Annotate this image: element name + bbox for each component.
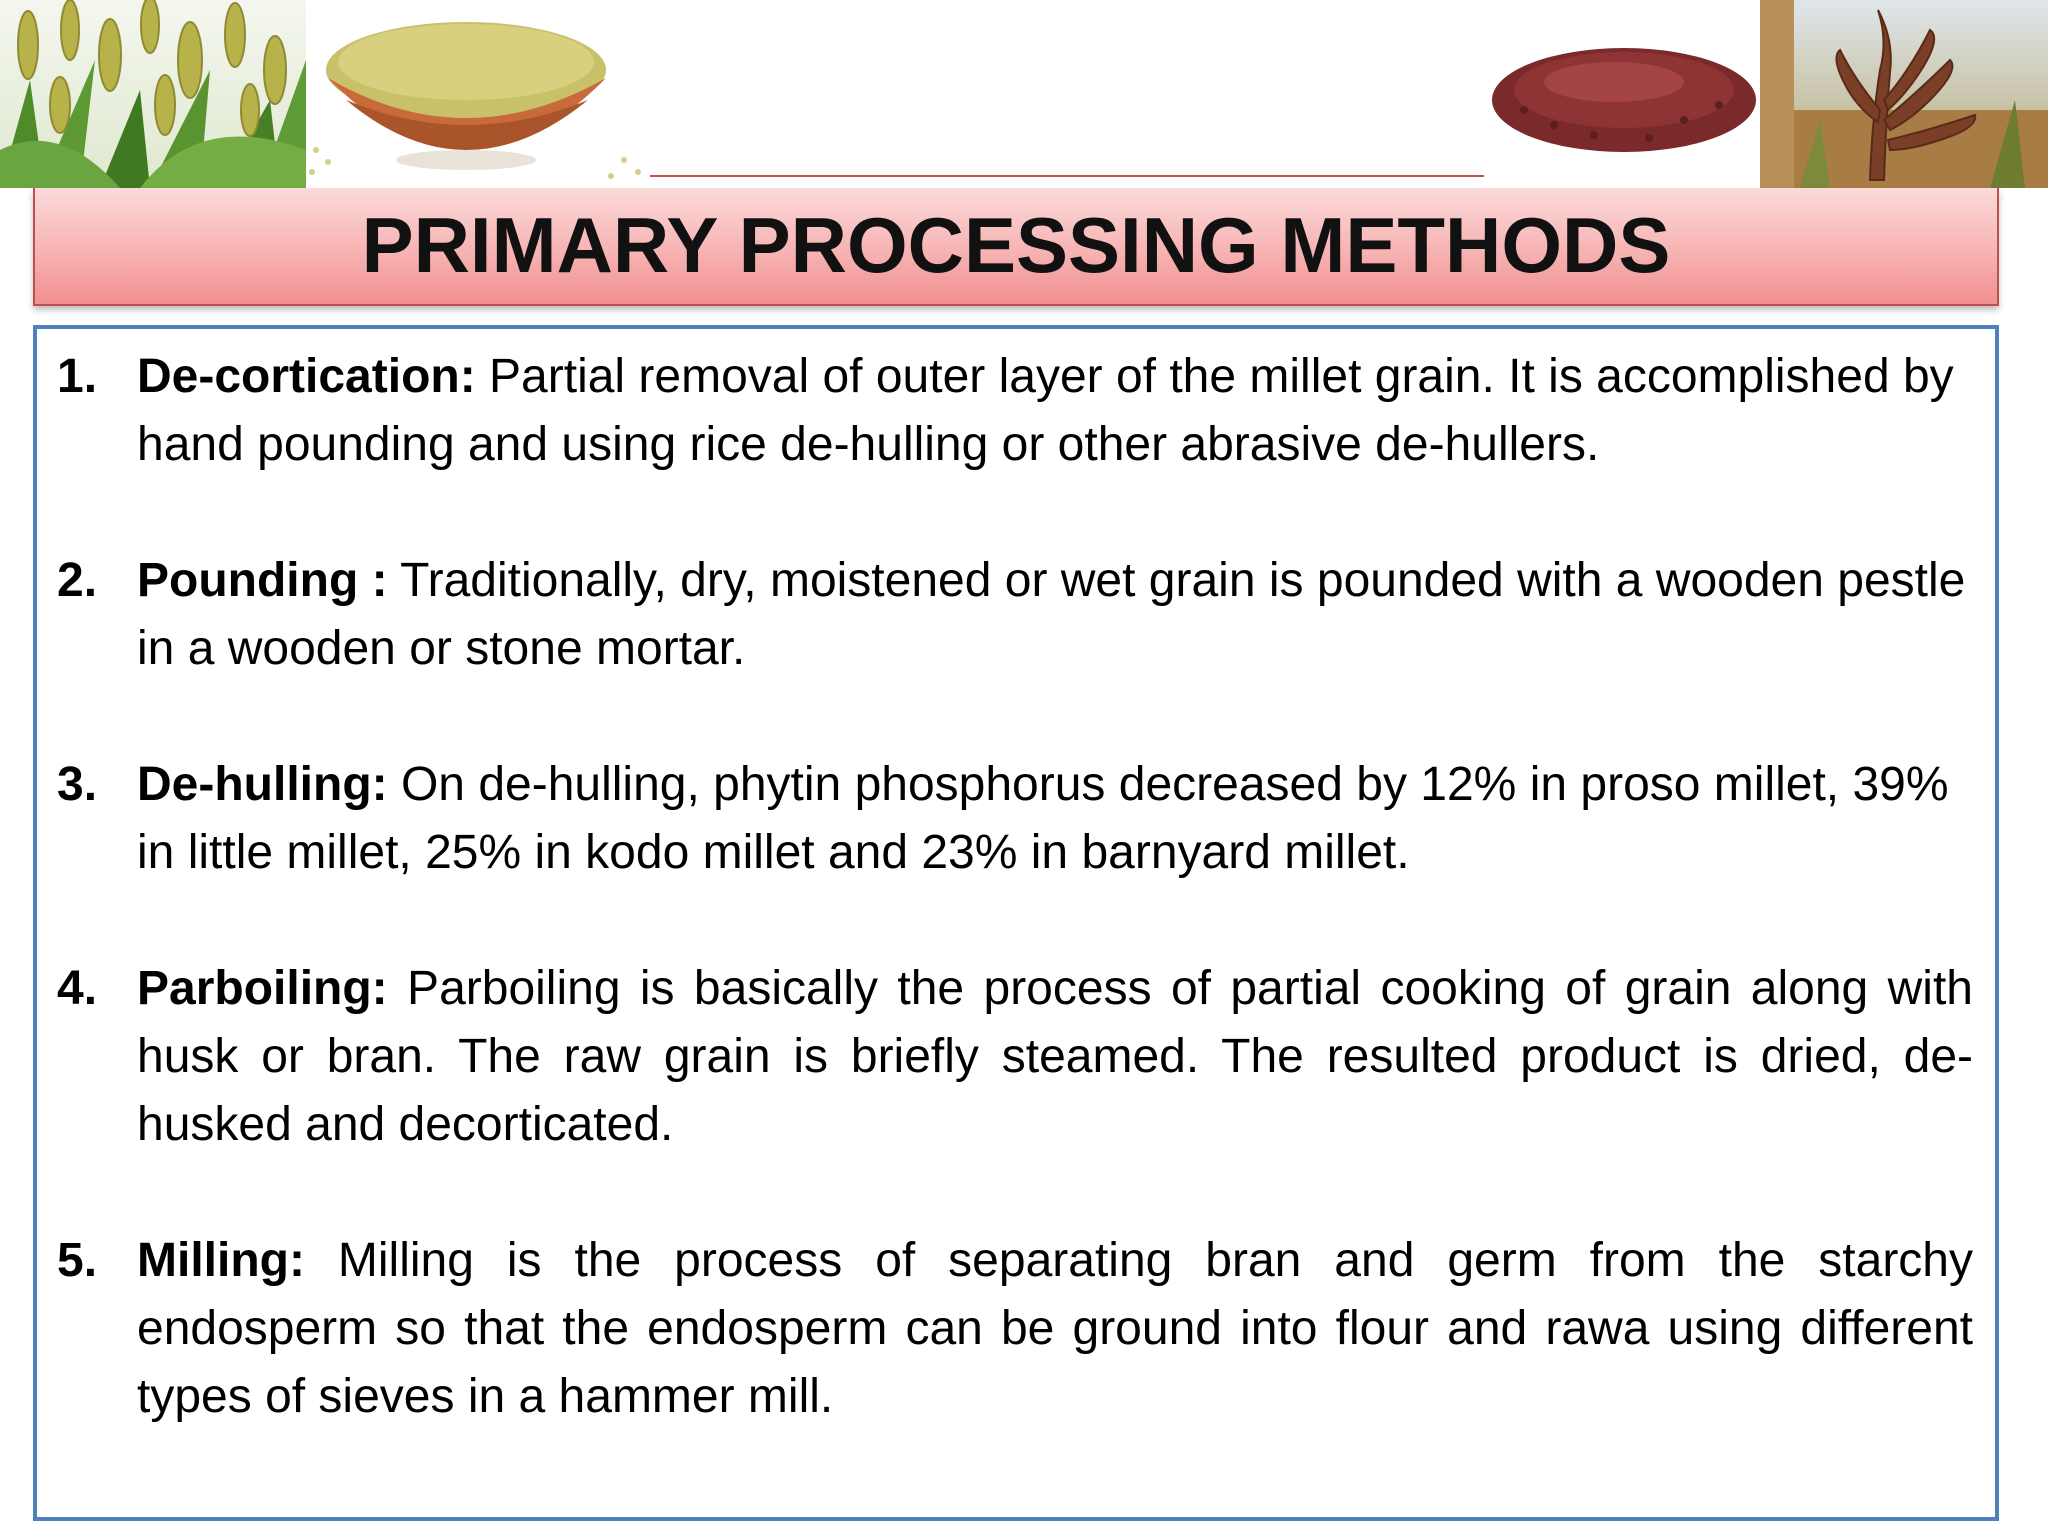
method-description: Parboiling is basically the process of partial cooking of grain along with husk or bran. The raw grain is briefly steamed. The resulted product is dried, de-husked and decorticated.: [137, 962, 1973, 1151]
method-description: Partial removal of outer layer of the millet grain. It is accomplished by hand pounding and using rice de-hulling or other abrasive de-hullers.: [137, 350, 1954, 471]
methods-list: [57, 343, 1973, 1431]
method-term: Pounding :: [137, 554, 388, 607]
method-item-pounding: [57, 547, 1973, 683]
method-number: 5.: [57, 1234, 98, 1287]
page-title: PRIMARY PROCESSING METHODS: [361, 201, 1671, 289]
method-item-dehulling: [57, 751, 1973, 887]
millet-grain-bowl-icon: [306, 0, 650, 188]
finger-millet-ear-icon: [1760, 0, 2048, 188]
method-description: Milling is the process of separating bran and germ from the starchy endosperm so that the endosperm can be ground into flour and rawa using different types of sieves in a hammer mill.: [137, 1234, 1973, 1423]
methods-panel: [33, 325, 1999, 1521]
title-banner: [33, 188, 1999, 306]
method-number: 3.: [57, 758, 98, 811]
millet-field-icon: [0, 0, 306, 188]
method-item-parboiling: [57, 955, 1973, 1159]
method-item-decortication: [57, 343, 1973, 479]
red-millet-grain-icon: [1484, 0, 1760, 188]
method-description: Traditionally, dry, moistened or wet grain is pounded with a wooden pestle in a wooden or stone mortar.: [137, 554, 1966, 675]
method-number: 2.: [57, 554, 98, 607]
method-term: Milling:: [137, 1234, 305, 1287]
header-rule: [650, 175, 1484, 177]
method-term: Parboiling:: [137, 962, 388, 1015]
method-item-milling: [57, 1227, 1973, 1431]
method-number: 1.: [57, 350, 98, 403]
method-term: De-cortication:: [137, 350, 476, 403]
method-number: 4.: [57, 962, 98, 1015]
method-term: De-hulling:: [137, 758, 388, 811]
method-description: On de-hulling, phytin phosphorus decreased by 12% in proso millet, 39% in little millet, 25% in kodo millet and 23% in barnyard millet.: [137, 758, 1949, 879]
